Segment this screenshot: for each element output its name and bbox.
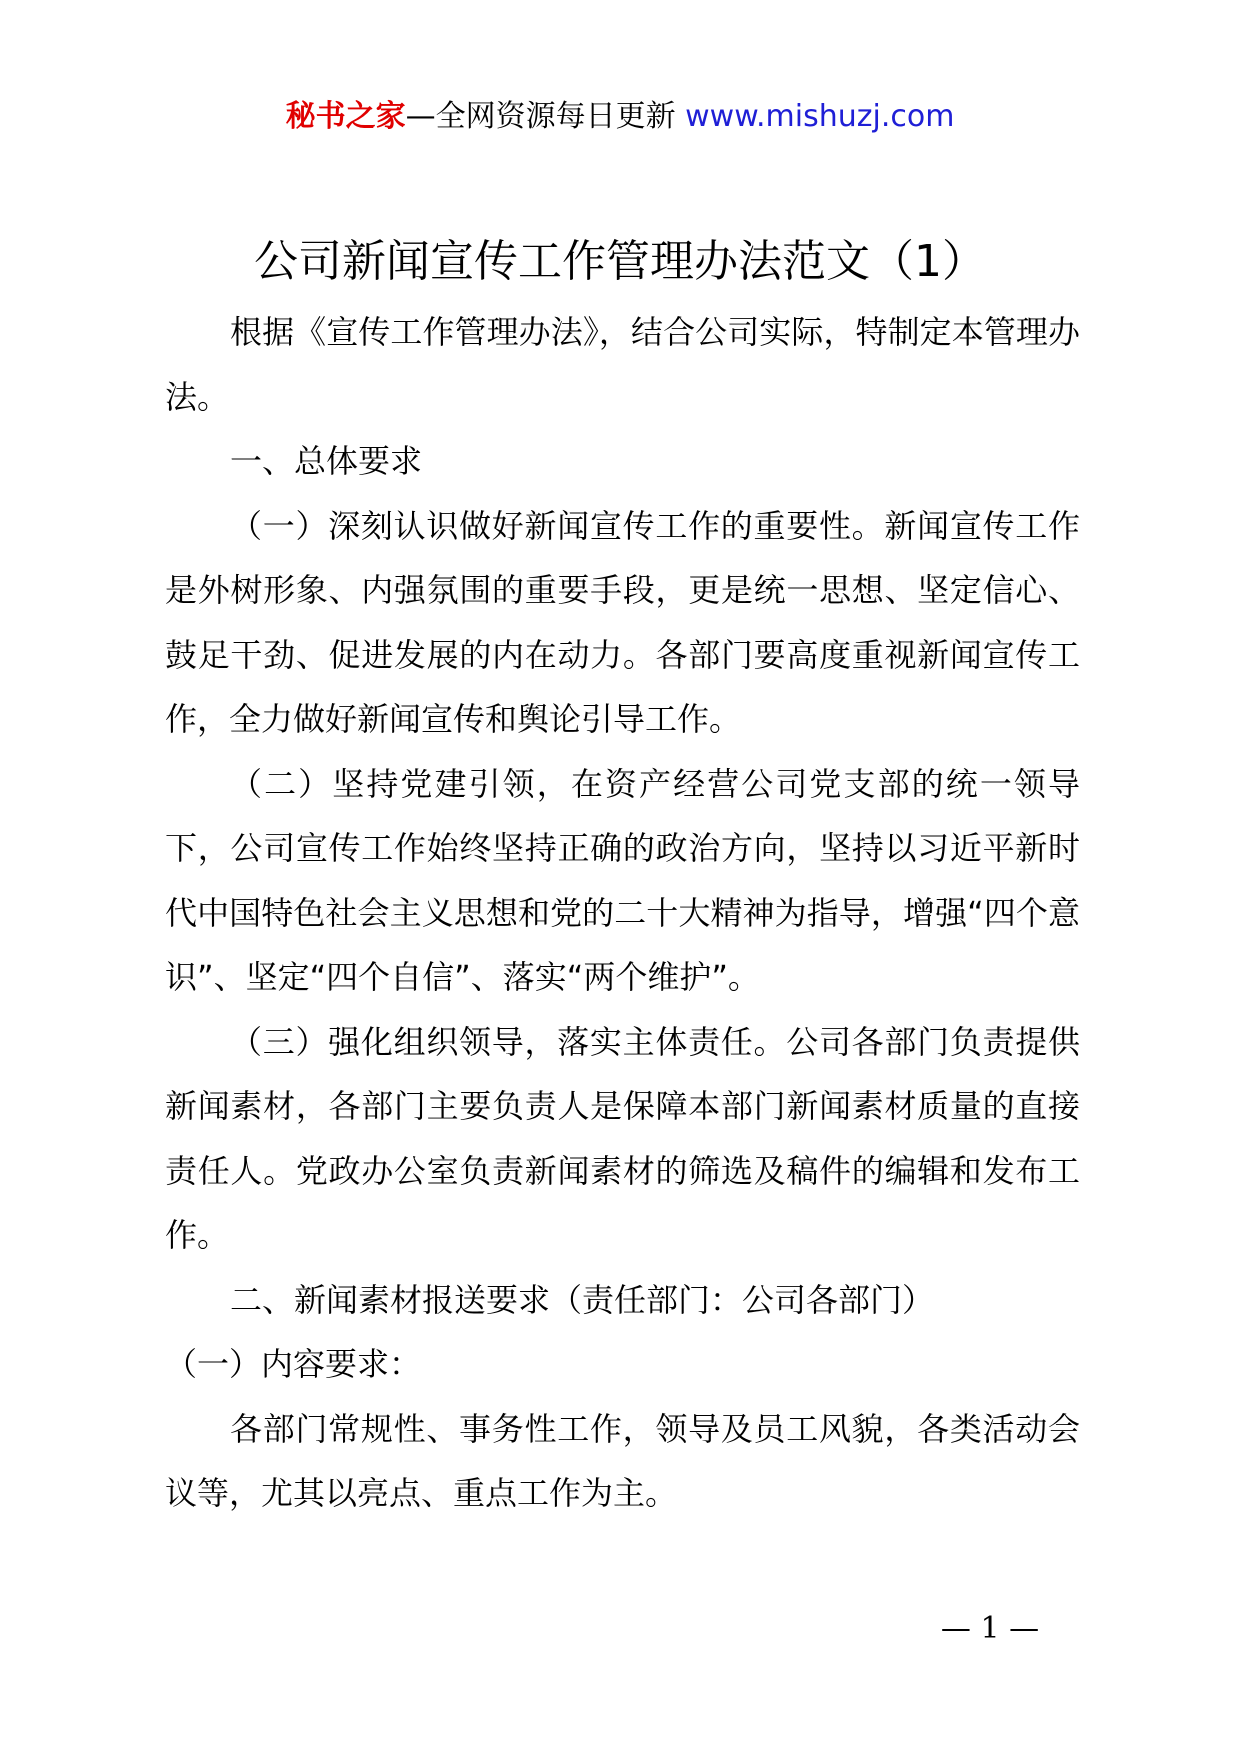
- paragraph-item-2: （二）坚持党建引领，在资产经营公司党支部的统一领导下，公司宣传工作始终坚持正确的政治方向，坚持以习近平新时代中国特色社会主义思想和党的二十大精神为指导，增强“四个意识”、坚定“四个自信”、落实“两个维护”。: [165, 764, 1080, 996]
- document-body: [165, 300, 1080, 1526]
- header-tagline: —全网资源每日更新: [405, 99, 686, 134]
- page-number: — 1 —: [940, 1611, 1040, 1646]
- paragraph-content-requirements: 各部门常规性、事务性工作，领导及员工风貌，各类活动会议等，尤其以亮点、重点工作为主。: [165, 1409, 1080, 1512]
- site-url-link[interactable]: www.mishuzj.com: [685, 99, 955, 134]
- brand-name: 秘书之家: [285, 99, 406, 134]
- section-heading-1: 一、总体要求: [230, 442, 423, 480]
- site-header: [0, 97, 1240, 137]
- paragraph-item-1: （一）深刻认识做好新闻宣传工作的重要性。新闻宣传工作是外树形象、内强氛围的重要手段，更是统一思想、坚定信心、鼓足干劲、促进发展的内在动力。各部门要高度重视新闻宣传工作，全力做好新闻宣传和舆论引导工作。: [165, 506, 1080, 738]
- section-heading-2: 二、新闻素材报送要求（责任部门：公司各部门）: [230, 1280, 935, 1319]
- intro-paragraph: 根据《宣传工作管理办法》，结合公司实际，特制定本管理办法。: [165, 313, 1080, 416]
- paragraph-item-3: （三）强化组织领导，落实主体责任。公司各部门负责提供新闻素材，各部门主要负责人是保障本部门新闻素材质量的直接责任人。党政办公室负责新闻素材的筛选及稿件的编辑和发布工作。: [165, 1022, 1080, 1254]
- subsection-heading: （一）内容要求：: [165, 1345, 422, 1383]
- document-title: 公司新闻宣传工作管理办法范文（1）: [254, 236, 986, 287]
